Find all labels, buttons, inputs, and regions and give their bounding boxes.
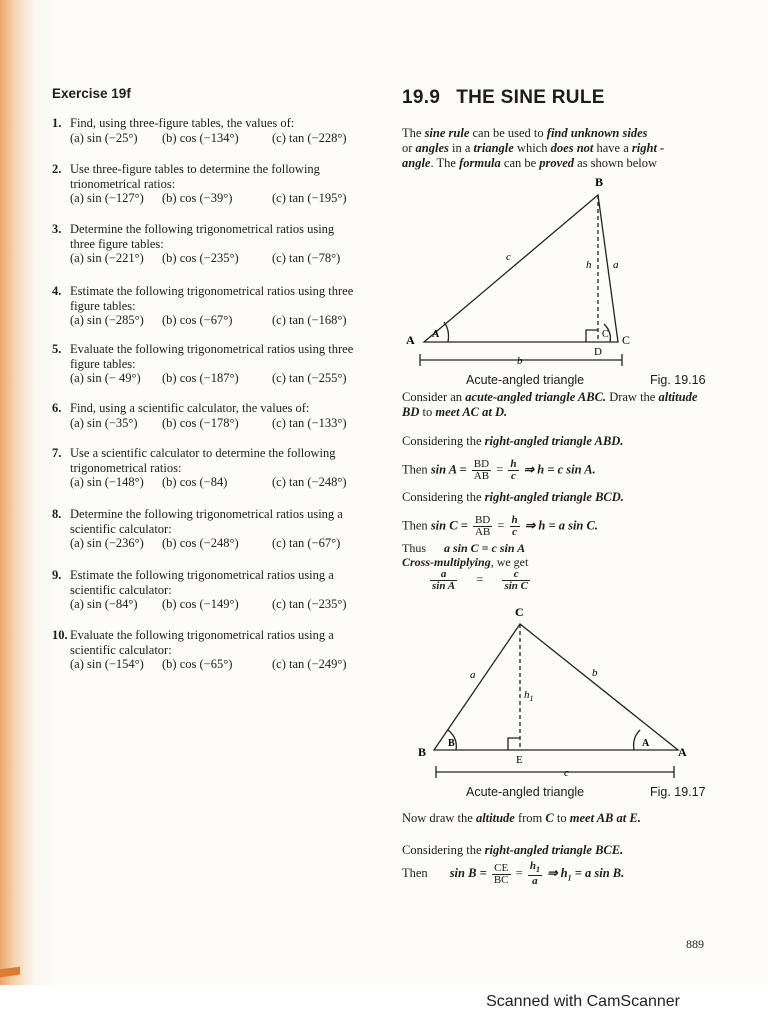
right-angle-mark-e (508, 738, 520, 750)
equation-sin-a: Then sin A = $\frac{BD}{AB}$ = $\frac{h}{c}$ ⇒ h = c sin A. (402, 458, 596, 482)
considering-abd: Considering the right-angled triangle ABD. (402, 434, 624, 448)
equation-sin-b: Then sin B = $\frac{CE}{BC}$ = $\frac{h_1}{a}$ ⇒ $h_1 = a$ sin B. (402, 860, 625, 888)
exercise-question (52, 401, 362, 431)
vertex-label-a2: A (678, 745, 687, 759)
question-part-a: (a) sin (−127°) (70, 191, 144, 205)
consider-paragraph: Consider an acute-angled triangle ABC. Draw the altitude BD to meet AC at D. (402, 390, 698, 419)
question-text: Use three-figure tables to determine the following trionometrical ratios: (70, 162, 320, 191)
now-draw-line: Now draw the altitude from C to meet AB at E. (402, 811, 641, 825)
considering-bcd: Considering the right-angled triangle BCD. (402, 490, 624, 504)
question-part-a: (a) sin (−84°) (70, 597, 138, 611)
question-number: 6. (52, 401, 62, 415)
section-heading: THE SINE RULE (456, 87, 605, 108)
question-part-a: (a) sin (−154°) (70, 657, 144, 671)
angle-arc-a2 (634, 730, 640, 750)
question-part-a: (a) sin (−25°) (70, 130, 138, 145)
angle-label-a: A (432, 329, 440, 340)
question-number: 2. (52, 162, 62, 176)
question-text: Use a scientific calculator to determine the following trigonometrical ratios: (70, 446, 336, 475)
question-number: 1. (52, 116, 62, 130)
question-part-b: (b) cos (−149°) (162, 597, 239, 611)
section-number: 19.9 (402, 87, 441, 108)
question-text: Estimate the following trigonometrical ratios using three figure tables: (70, 284, 354, 313)
question-part-b: (b) cos (−178°) (162, 415, 239, 430)
side-label-c: c (506, 251, 511, 263)
figure-19-16-number: Fig. 19.16 (650, 373, 706, 387)
ratio-equation: $\frac{a}{\text{sin A}}$ = $\frac{c}{\text{sin C}}$ (432, 568, 528, 592)
angle-label-b: B (448, 738, 455, 749)
question-part-c: (c) tan (−248°) (272, 475, 347, 489)
question-part-a: (a) sin (−35°) (70, 415, 138, 430)
exercise-question (52, 568, 362, 612)
question-part-b: (b) cos (−84) (162, 475, 228, 489)
exercise-question (52, 507, 362, 551)
vertex-label-b2: B (418, 745, 427, 759)
exercise-question (52, 628, 362, 672)
figure-19-17-diagram (412, 602, 692, 784)
side-label-a2: a (470, 669, 476, 681)
question-number: 10. (52, 628, 68, 642)
question-part-c: (c) tan (−249°) (272, 657, 347, 671)
side-label-b: b (517, 355, 523, 367)
question-part-b: (b) cos (−134°) (162, 130, 239, 145)
question-part-c: (c) tan (−67°) (272, 536, 341, 550)
exercise-question (52, 116, 362, 146)
question-number: 7. (52, 446, 62, 460)
figure-19-16-caption: Acute-angled triangle (466, 373, 585, 387)
considering-bce: Considering the right-angled triangle BCE. (402, 843, 624, 857)
question-number: 8. (52, 507, 62, 521)
vertex-label-c2: C (515, 605, 524, 619)
question-part-c: (c) tan (−133°) (272, 415, 347, 430)
question-part-b: (b) cos (−187°) (162, 371, 239, 385)
exercise-question (52, 342, 362, 386)
question-text: Evaluate the following trigonometrical ratios using a scientific calculator: (70, 628, 334, 657)
side-label-a: a (613, 259, 619, 271)
question-part-c: (c) tan (−195°) (272, 191, 347, 205)
thus-line: Thus a sin C = c sin A (402, 541, 526, 555)
vertex-label-c: C (622, 333, 631, 347)
page-edge-mark (0, 967, 20, 978)
question-part-b: (b) cos (−67°) (162, 313, 233, 327)
vertex-label-a: A (406, 333, 415, 347)
question-part-b: (b) cos (−235°) (162, 251, 239, 265)
question-part-a: (a) sin (−285°) (70, 313, 144, 327)
question-text: Find, using three-figure tables, the values of: (70, 116, 295, 130)
question-number: 4. (52, 284, 62, 298)
exercise-question (52, 446, 362, 490)
exercise-question (52, 162, 362, 206)
question-part-c: (c) tan (−255°) (272, 371, 347, 385)
question-text: Determine the following trigonometrical ratios using a scientific calculator: (70, 507, 343, 536)
exercise-question (52, 284, 362, 328)
question-part-a: (a) sin (−221°) (70, 251, 144, 265)
page-number: 889 (686, 937, 704, 951)
intro-paragraph: The sine rule can be used to find unknown sides or angles in a triangle which does not have a right - angle. The formula can be proved as shown below (402, 126, 665, 170)
figure-19-16-diagram (400, 172, 640, 372)
question-part-c: (c) tan (−78°) (272, 251, 341, 265)
question-part-b: (b) cos (−65°) (162, 657, 233, 671)
question-part-c: (c) tan (−235°) (272, 597, 347, 611)
question-text: Evaluate the following trigonometrical ratios using three figure tables: (70, 342, 354, 371)
foot-label-d: D (594, 346, 602, 358)
question-part-a: (a) sin (− 49°) (70, 371, 141, 385)
scanner-watermark: Scanned with CamScanner (486, 993, 680, 1010)
question-number: 9. (52, 568, 62, 582)
right-angle-mark-d (586, 330, 598, 342)
question-number: 3. (52, 222, 62, 236)
angle-label-c: C (602, 329, 609, 340)
question-number: 5. (52, 342, 62, 356)
section-title (402, 87, 605, 109)
angle-label-a2: A (642, 738, 650, 749)
question-text: Estimate the following trigonometrical ratios using a scientific calculator: (70, 568, 334, 597)
question-part-c: (c) tan (−228°) (272, 130, 347, 145)
figure-19-17-caption: Acute-angled triangle (466, 785, 585, 799)
question-part-a: (a) sin (−148°) (70, 475, 144, 489)
question-text: Determine the following trigonometrical ratios using three figure tables: (70, 222, 335, 251)
equation-sin-c: Then sin C = $\frac{BD}{AB}$ = $\frac{h}{c}$ ⇒ h = a sin C. (402, 514, 598, 538)
question-part-c: (c) tan (−168°) (272, 313, 347, 327)
question-part-a: (a) sin (−236°) (70, 536, 144, 550)
question-part-b: (b) cos (−39°) (162, 191, 233, 205)
foot-label-e: E (516, 754, 523, 766)
figure-19-17-number: Fig. 19.17 (650, 785, 706, 799)
cross-multiplying-line: Cross-multiplying, we get (402, 555, 529, 569)
side-label-b2: b (592, 667, 598, 679)
side-label-c2: c (564, 767, 569, 779)
question-text: Find, using a scientific calculator, the values of: (70, 401, 310, 415)
exercise-question (52, 222, 362, 266)
height-label-h: h (586, 259, 592, 271)
question-part-b: (b) cos (−248°) (162, 536, 239, 550)
height-label-h1: $h_1$ (524, 689, 534, 703)
vertex-label-b: B (595, 175, 604, 189)
exercise-heading: Exercise 19f (52, 86, 131, 101)
triangle-abc-2 (434, 624, 678, 750)
